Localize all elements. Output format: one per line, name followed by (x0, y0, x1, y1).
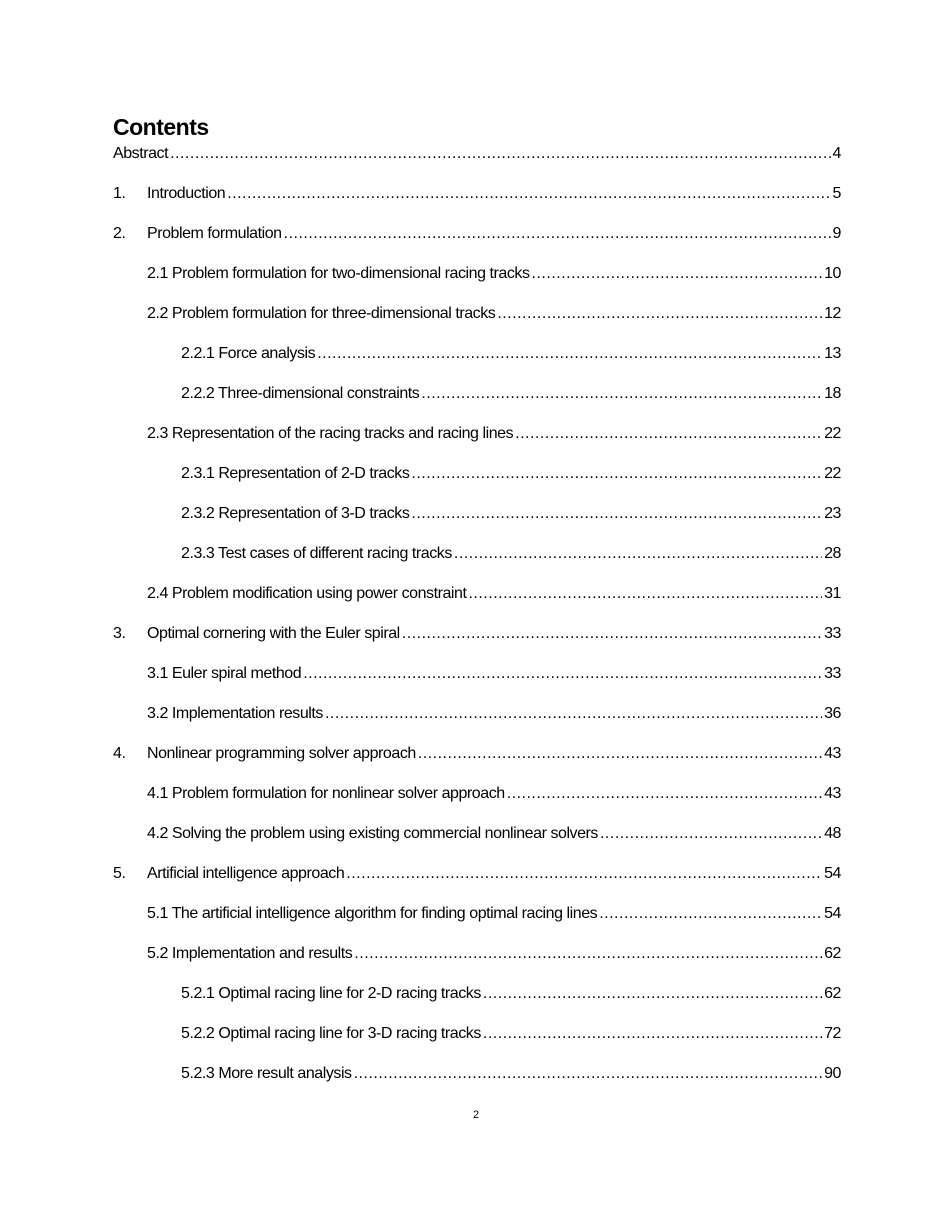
dot-leader (483, 984, 822, 1004)
dot-leader (599, 904, 822, 924)
toc-entry-4-1[interactable] (147, 782, 841, 804)
toc-entry-2-1[interactable] (147, 262, 841, 284)
toc-entry-page: 33 (824, 625, 841, 642)
toc-entry-title: 2.3.1 Representation of 2-D tracks (181, 465, 410, 482)
toc-entry-page: 90 (824, 1065, 841, 1082)
toc-entry-5-2-3[interactable] (181, 1062, 841, 1084)
toc-entry-page: 62 (824, 945, 841, 962)
toc-entry-page: 9 (832, 225, 841, 242)
toc-entry-title: 4.1 Problem formulation for nonlinear solver approach (147, 785, 505, 802)
toc-entry-3-2[interactable] (147, 702, 841, 724)
toc-entry-title: Optimal cornering with the Euler spiral (147, 625, 400, 642)
toc-entry-introduction[interactable] (113, 182, 841, 204)
toc-entry-abstract[interactable] (113, 142, 841, 164)
toc-entry-page: 23 (824, 505, 841, 522)
toc-entry-number: 3. (113, 625, 126, 642)
toc-entry-title: 5.1 The artificial intelligence algorithm for finding optimal racing lines (147, 905, 598, 922)
toc-entry-page: 13 (824, 345, 841, 362)
toc-entry-5-2[interactable] (147, 942, 841, 964)
toc-entry-page: 4 (832, 145, 841, 162)
dot-leader (354, 944, 822, 964)
toc-entry-title: 2.2.2 Three-dimensional constraints (181, 385, 420, 402)
toc-entry-title: 5.2 Implementation and results (147, 945, 353, 962)
toc-entry-5-2-2[interactable] (181, 1022, 841, 1044)
toc-entry-page: 22 (824, 425, 841, 442)
toc-entry-title: 5.2.2 Optimal racing line for 3-D racing tracks (181, 1025, 481, 1042)
dot-leader (284, 224, 831, 244)
toc-entry-number: 1. (113, 185, 126, 202)
toc-entry-page: 10 (824, 265, 841, 282)
toc-entry-title: 2.2 Problem formulation for three-dimensional tracks (147, 305, 496, 322)
contents-heading: Contents (113, 114, 209, 140)
dot-leader (346, 864, 822, 884)
toc-entry-nonlinear-solver[interactable] (113, 742, 841, 764)
toc-entry-3-1[interactable] (147, 662, 841, 684)
toc-entry-title: 5.2.3 More result analysis (181, 1065, 352, 1082)
dot-leader (418, 744, 822, 764)
toc-entry-page: 54 (824, 865, 841, 882)
page-number: 2 (472, 1109, 480, 1121)
toc-entry-page: 54 (824, 905, 841, 922)
toc-entry-2-2-1[interactable] (181, 342, 841, 364)
toc-entry-title: Nonlinear programming solver approach (147, 745, 416, 762)
dot-leader (411, 504, 822, 524)
toc-entry-number: 4. (113, 745, 126, 762)
toc-entry-page: 48 (824, 825, 841, 842)
dot-leader (454, 544, 822, 564)
dot-leader (354, 1064, 822, 1084)
toc-entry-2-3-1[interactable] (181, 462, 841, 484)
dot-leader (303, 664, 822, 684)
toc-entry-5-1[interactable] (147, 902, 841, 924)
toc-entry-page: 36 (824, 705, 841, 722)
toc-entry-title: Abstract (113, 145, 169, 162)
toc-entry-page: 62 (824, 985, 841, 1002)
toc-entry-2-3-2[interactable] (181, 502, 841, 524)
toc-entry-title: 3.1 Euler spiral method (147, 665, 302, 682)
toc-entry-page: 28 (824, 545, 841, 562)
toc-entry-title: 2.3.3 Test cases of different racing tracks (181, 545, 452, 562)
dot-leader (402, 624, 822, 644)
toc-entry-ai-approach[interactable] (113, 862, 841, 884)
dot-leader (600, 824, 822, 844)
toc-entry-number: 5. (113, 865, 126, 882)
toc-entry-title: Artificial intelligence approach (147, 865, 345, 882)
toc-entry-page: 18 (824, 385, 841, 402)
toc-entry-euler-spiral[interactable] (113, 622, 841, 644)
toc-entry-title: 2.1 Problem formulation for two-dimensional racing tracks (147, 265, 530, 282)
dot-leader (170, 144, 830, 164)
dot-leader (515, 424, 822, 444)
toc-entry-number: 2. (113, 225, 126, 242)
toc-entry-title: Problem formulation (147, 225, 282, 242)
toc-entry-2-3[interactable] (147, 422, 841, 444)
toc-entry-title: 4.2 Solving the problem using existing commercial nonlinear solvers (147, 825, 598, 842)
toc-entry-page: 12 (824, 305, 841, 322)
dot-leader (421, 384, 822, 404)
dot-leader (411, 464, 822, 484)
toc-entry-title: 5.2.1 Optimal racing line for 2-D racing tracks (181, 985, 481, 1002)
toc-entry-page: 43 (824, 785, 841, 802)
toc-entry-page: 31 (824, 585, 841, 602)
dot-leader (507, 784, 822, 804)
dot-leader (497, 304, 822, 324)
toc-entry-2-3-3[interactable] (181, 542, 841, 564)
toc-entry-title: 2.4 Problem modification using power constraint (147, 585, 467, 602)
toc-entry-5-2-1[interactable] (181, 982, 841, 1004)
dot-leader (468, 584, 822, 604)
toc-entry-problem-formulation[interactable] (113, 222, 841, 244)
toc-entry-page: 43 (824, 745, 841, 762)
toc-entry-2-2[interactable] (147, 302, 841, 324)
toc-entry-page: 22 (824, 465, 841, 482)
dot-leader (483, 1024, 822, 1044)
dot-leader (532, 264, 823, 284)
toc-entry-title: Introduction (147, 185, 226, 202)
toc-entry-2-4[interactable] (147, 582, 841, 604)
toc-entry-title: 2.3.2 Representation of 3-D tracks (181, 505, 410, 522)
toc-entry-4-2[interactable] (147, 822, 841, 844)
dot-leader (317, 344, 822, 364)
toc-entry-page: 5 (832, 185, 841, 202)
dot-leader (325, 704, 822, 724)
toc-entry-page: 72 (824, 1025, 841, 1042)
toc-entry-title: 2.2.1 Force analysis (181, 345, 316, 362)
toc-entry-page: 33 (824, 665, 841, 682)
dot-leader (227, 184, 830, 204)
toc-entry-title: 3.2 Implementation results (147, 705, 323, 722)
toc-entry-2-2-2[interactable] (181, 382, 841, 404)
toc-entry-title: 2.3 Representation of the racing tracks and racing lines (147, 425, 514, 442)
